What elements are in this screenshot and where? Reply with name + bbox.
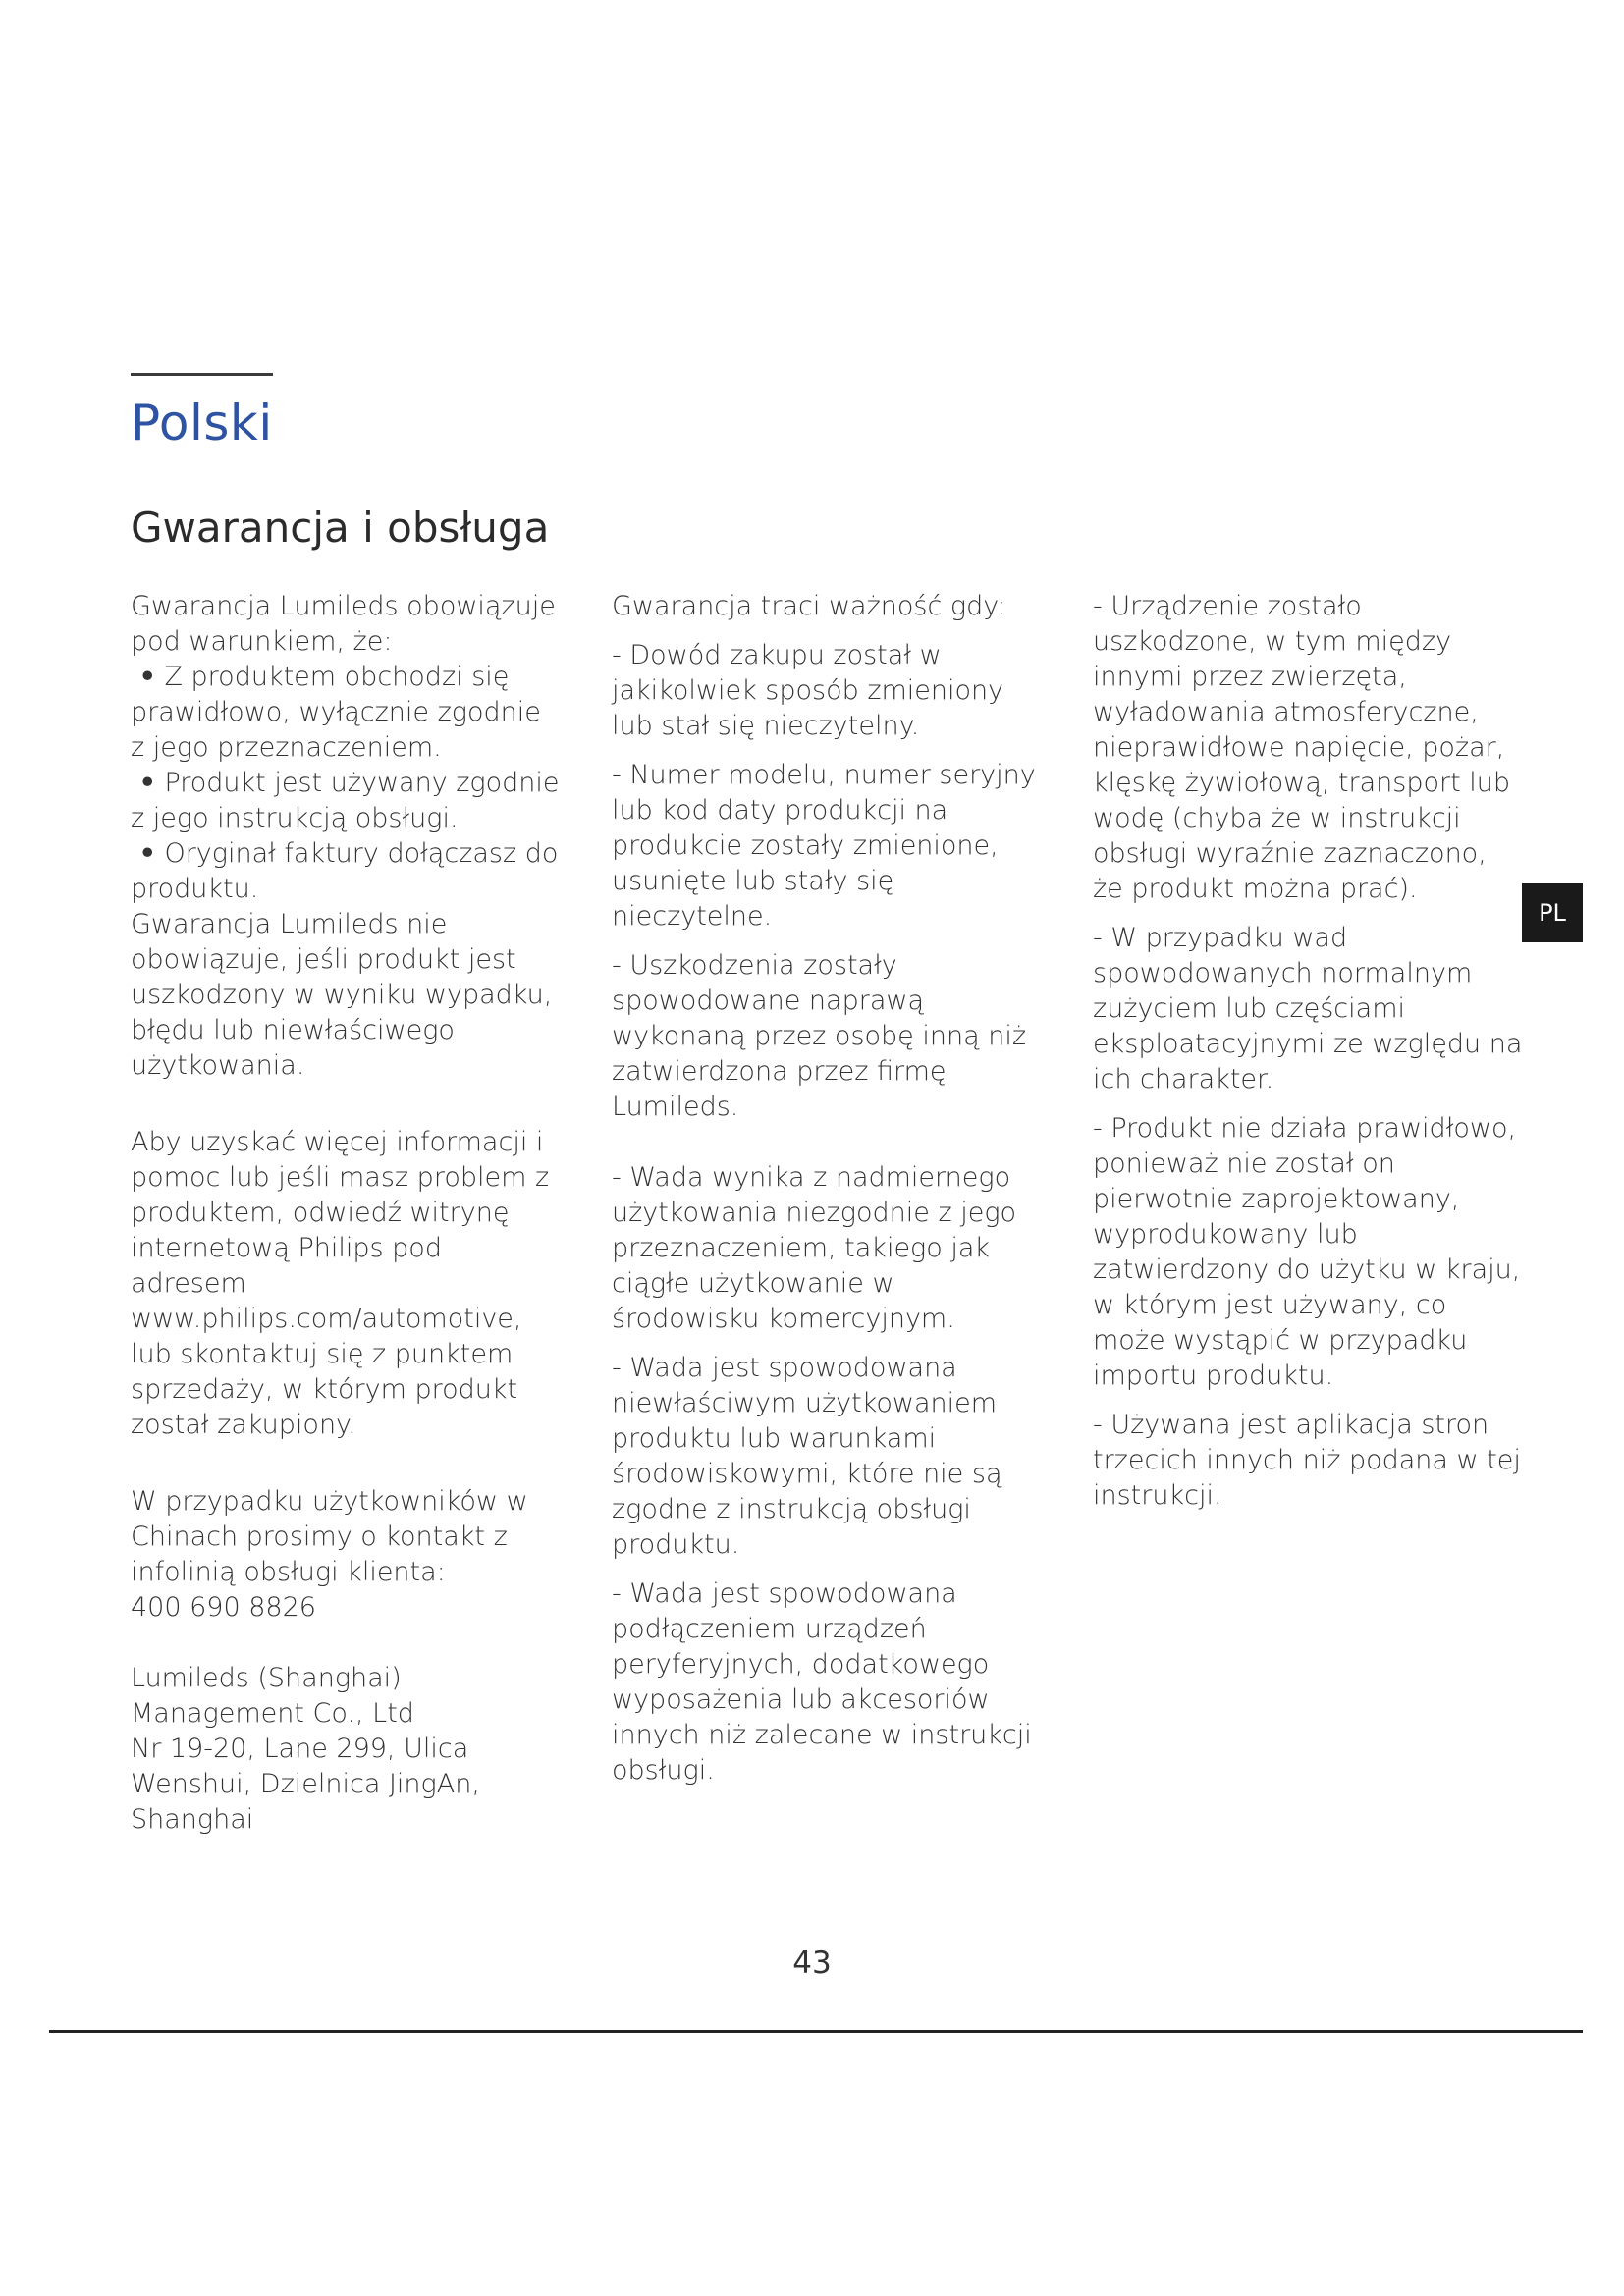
void-item: - Produkt nie działa prawidłowo, ponieważ nie został on pierwotnie zaprojektowany, wyprodukowany lub zatwierdzony do użytku w kraju, w którym jest używany, co może wystąpić w przypadku importu produktu.	[1093, 1113, 1521, 1391]
void-item: - Numer modelu, numer seryjny lub kod daty produkcji na produkcie zostały zmienione, usunięte lub stały się nieczytelne.	[612, 760, 1036, 932]
footer-divider	[49, 2030, 1583, 2033]
void-item: - Dowód zakupu został w jakikolwiek sposób zmieniony lub stał się nieczytelny.	[612, 640, 1004, 741]
void-item: - Uszkodzenia zostały spowodowane naprawą wykonaną przez osobę inną niż zatwierdzona przez firmę Lumileds.	[612, 950, 1027, 1122]
section-title: Gwarancja i obsługa	[131, 504, 550, 552]
void-item: - Urządzenie zostało uszkodzone, w tym między innymi przez zwierzęta, wyładowania atmosferyczne, nieprawidłowe napięcie, pożar, klęskę żywiołową, transport lub wodę (chyba że w instrukcji obsługi wyraźnie zaznaczono, że produkt można prać).	[1093, 591, 1511, 904]
void-item: - Wada jest spowodowana niewłaściwym użytkowaniem produktu lub warunkami środowiskowymi, które nie są zgodne z instrukcją obsługi produktu.	[612, 1353, 1002, 1560]
column-warranty-conditions	[131, 589, 563, 1838]
more-info-paragraph: Aby uzyskać więcej informacji i pomoc lub jeśli masz problem z produktem, odwiedź witrynę internetową Philips pod adresem www.philips.com/automotive, lub skontaktuj się z punktem sprzedaży, w którym produkt został zakupiony.	[131, 1127, 550, 1440]
column-warranty-void	[612, 589, 1044, 1789]
china-phone: 400 690 8826	[131, 1592, 316, 1623]
title-divider	[131, 373, 273, 376]
language-title: Polski	[131, 395, 273, 452]
company-name: Lumileds (Shanghai) Management Co., Ltd	[131, 1663, 414, 1729]
condition-item: • Z produktem obchodzi się prawidłowo, wyłącznie zgodnie z jego przeznaczeniem.	[131, 662, 541, 763]
china-users-paragraph: W przypadku użytkowników w Chinach prosimy o kontakt z infolinią obsługi klienta:	[131, 1486, 528, 1587]
page-number: 43	[792, 1946, 832, 1981]
warranty-intro: Gwarancja Lumileds obowiązuje pod warunkiem, że:	[131, 591, 556, 657]
language-tab: PL	[1522, 883, 1583, 942]
void-item: - Używana jest aplikacja stron trzecich innych niż podana w tej instrukcji.	[1093, 1410, 1521, 1511]
void-item: - Wada jest spowodowana podłączeniem urządzeń peryferyjnych, dodatkowego wyposażenia lub akcesoriów innych niż zalecane w instrukcji obsługi.	[612, 1578, 1032, 1786]
warranty-not-valid: Gwarancja Lumileds nie obowiązuje, jeśli produkt jest uszkodzony w wyniku wypadku, błędu lub niewłaściwego użytkowania.	[131, 909, 553, 1081]
column-warranty-void-continued	[1093, 589, 1525, 1514]
condition-item: • Produkt jest używany zgodnie z jego instrukcją obsługi.	[131, 768, 560, 833]
condition-item: • Oryginał faktury dołączasz do produktu.	[131, 838, 559, 904]
void-heading: Gwarancja traci ważność gdy:	[612, 591, 1006, 621]
void-item: - Wada wynika z nadmiernego użytkowania niezgodnie z jego przeznaczeniem, takiego jak ciągłe użytkowanie w środowisku komercyjnym.	[612, 1162, 1017, 1334]
company-address: Nr 19-20, Lane 299, Ulica Wenshui, Dzielnica JingAn, Shanghai	[131, 1734, 480, 1835]
void-item: - W przypadku wad spowodowanych normalnym zużyciem lub częściami eksploatacyjnymi ze względu na ich charakter.	[1093, 923, 1523, 1095]
